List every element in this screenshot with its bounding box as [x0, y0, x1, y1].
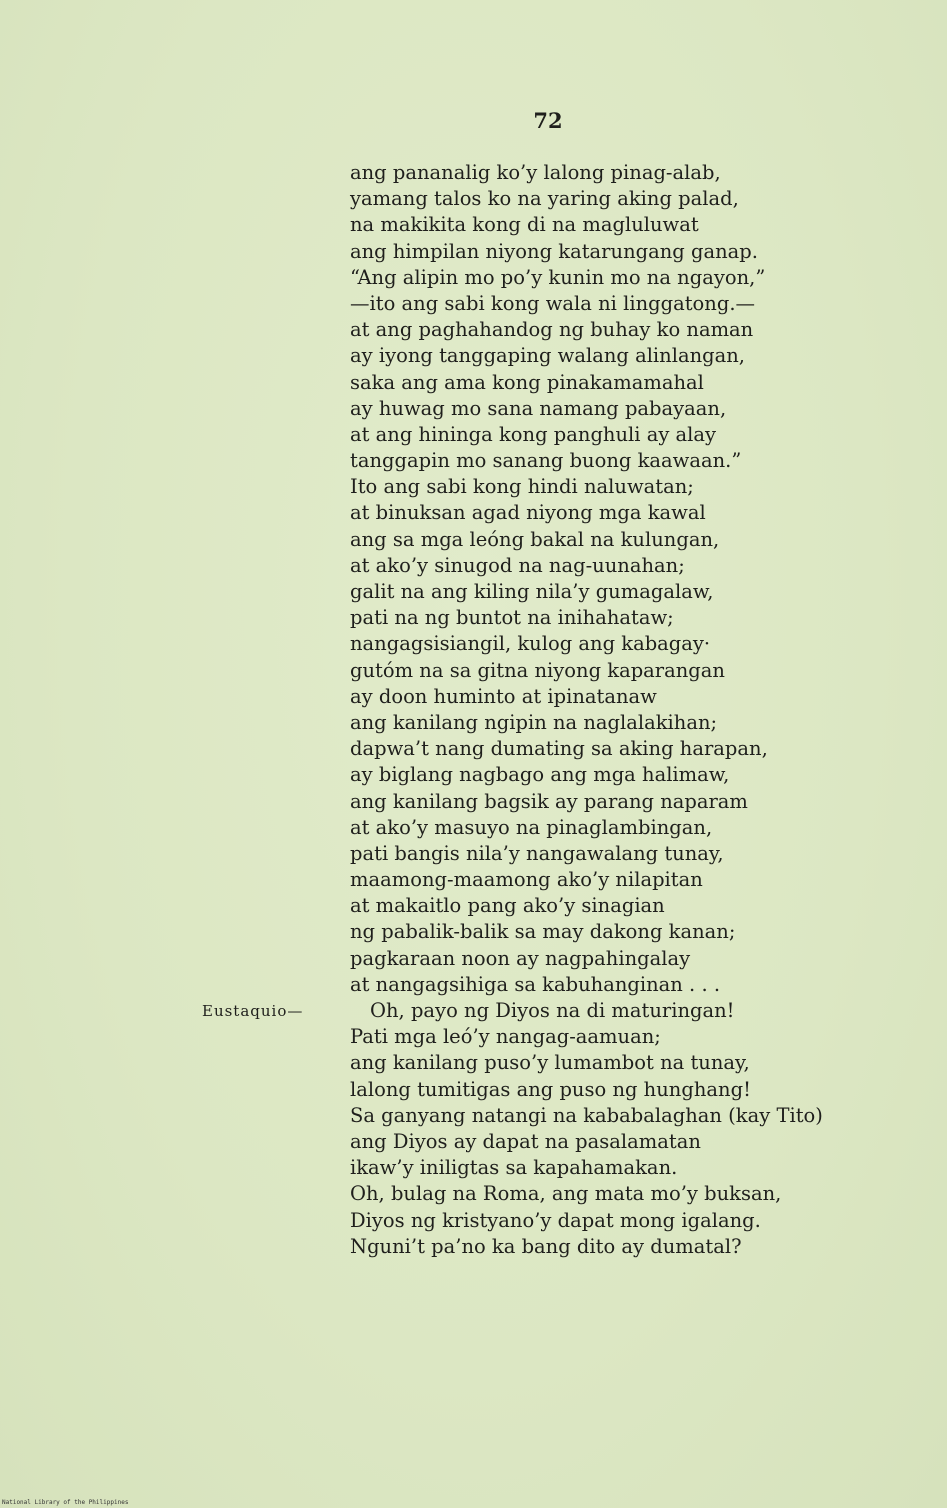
verse-line: Nguni’t pa’no ka bang dito ay dumatal?: [350, 1234, 742, 1258]
verse-line: ang Diyos ay dapat na pasalamatan: [350, 1129, 701, 1153]
verse-line: ay biglang nagbago ang mga halimaw,: [350, 763, 730, 787]
verse-line: ay iyong tanggaping walang alinlangan,: [350, 344, 746, 368]
verse-line: ang kanilang puso’y lumambot na tunay,: [350, 1051, 750, 1075]
verse-line: gutóm na sa gitna niyong kaparangan: [350, 658, 725, 682]
verse-line: pati bangis nila’y nangawalang tunay,: [350, 841, 724, 865]
verse-line: nangagsisiangil, kulog ang kabagay·: [350, 632, 711, 656]
verse-line: ang himpilan niyong katarungang ganap.: [350, 239, 758, 263]
verse-line: at ang paghahandog ng buhay ko naman: [350, 318, 754, 342]
verse-line: ang kanilang bagsik ay parang naparam: [350, 789, 748, 813]
verse-line: ay huwag mo sana namang pabayaan,: [350, 396, 727, 420]
verse-line: ang sa mga leóng bakal na kulungan,: [350, 527, 720, 551]
verse-line: ng pabalik-balik sa may dakong kanan;: [350, 920, 736, 944]
verse-line: tanggapin mo sanang buong kaawaan.”: [350, 449, 742, 473]
verse-line: yamang talos ko na yaring aking palad,: [350, 187, 739, 211]
verse-block: [202, 160, 910, 1260]
verse-line: galit na ang kiling nila’y gumagalaw,: [350, 580, 714, 603]
verse-line: “Ang alipin mo po’y kunin mo na ngayon,”: [350, 265, 766, 289]
verse-line: ang kanilang ngipin na naglalakihan;: [350, 710, 718, 734]
speaker-name: Eustaquio—: [202, 1002, 304, 1020]
verse-line: Pati mga leó’y nangag-aamuan;: [350, 1025, 661, 1049]
speaker-line: [202, 998, 910, 1024]
speaker-first-line: Oh, payo ng Diyos na di maturingan!: [370, 999, 735, 1022]
verse-line: ang pananalig ko’y lalong pinag-alab,: [350, 161, 721, 184]
verse-line: dapwa’t nang dumating sa aking harapan,: [350, 737, 768, 761]
verse-line: na makikita kong di na magluluwat: [350, 213, 699, 237]
verse-line: at ako’y sinugod na nag-uunahan;: [350, 553, 685, 577]
page-number: 72: [533, 108, 563, 133]
verse-line: Sa ganyang natangi na kababalaghan (kay Tito): [350, 1103, 823, 1127]
verse-line: —ito ang sabi kong wala ni linggatong.—: [350, 291, 756, 315]
verse-line: ay doon huminto at ipinatanaw: [350, 684, 657, 708]
verse-line: at nangagsihiga sa kabuhanginan . . .: [350, 972, 721, 996]
verse-line: pati na ng buntot na inihahataw;: [350, 606, 674, 630]
verse-line: saka ang ama kong pinakamamahal: [350, 370, 704, 394]
verse-line: pagkaraan noon ay nagpahingalay: [350, 946, 691, 970]
verse-line: Oh, bulag na Roma, ang mata mo’y buksan,: [350, 1182, 782, 1206]
verse-line: Diyos ng kristyano’y dapat mong igalang.: [350, 1208, 761, 1232]
verse-line: at binuksan agad niyong mga kawal: [350, 501, 706, 525]
footer-credit: National Library of the Philippines: [2, 1499, 129, 1506]
verse-line: maamong-maamong ako’y nilapitan: [350, 868, 703, 892]
verse-line: Ito ang sabi kong hindi naluwatan;: [350, 475, 694, 499]
verse-line: ikaw’y iniligtas sa kapahamakan.: [350, 1156, 678, 1180]
verse-line: at makaitlo pang ako’y sinagian: [350, 894, 665, 918]
verse-line: at ang hininga kong panghuli ay alay: [350, 422, 717, 446]
verse-line: lalong tumitigas ang puso ng hunghang!: [350, 1077, 751, 1101]
verse-line: at ako’y masuyo na pinaglambingan,: [350, 815, 713, 839]
